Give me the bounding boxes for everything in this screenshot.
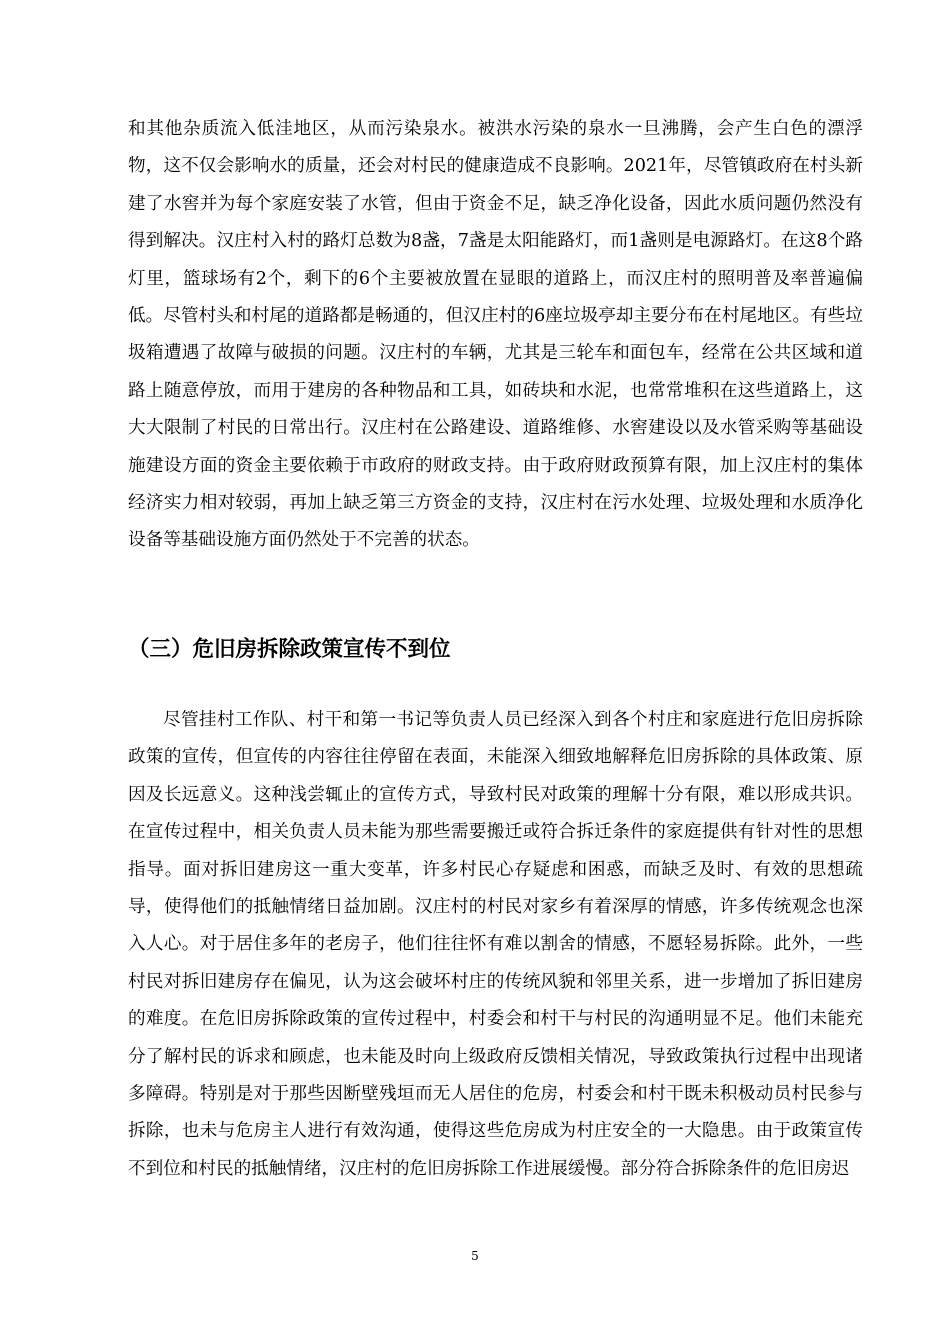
section-heading: （三）危旧房拆除政策宣传不到位 [128, 637, 451, 662]
body-paragraph-1: 和其他杂质流入低洼地区，从而污染泉水。被洪水污染的泉水一旦沸腾，会产生白色的漂浮物，这不仅会影响水的质量，还会对村民的健康造成不良影响。2021年，尽管镇政府在村头新建了水窖并为每个家庭安装了水管，但由于资金不足，缺乏净化设备，因此水质问题仍然没有得到解决。汉庄村入村的路灯总数为8盏，7盏是太阳能路灯，而1盏则是电源路灯。在这8个路灯里，篮球场有2个，剩下的6个主要被放置在显眼的道路上，而汉庄村的照明普及率普遍偏低。尽管村头和村尾的道路都是畅通的，但汉庄村的6座垃圾亭却主要分布在村尾地区。有些垃圾箱遭遇了故障与破损的问题。汉庄村的车辆，尤其是三轮车和面包车，经常在公共区域和道路上随意停放，而用于建房的各种物品和工具，如砖块和水泥，也常常堆积在这些道路上，这大大限制了村民的日常出行。汉庄村在公路建设、道路维修、水窖建设以及水管采购等基础设施建设方面的资金主要依赖于市政府的财政支持。由于政府财政预算有限，加上汉庄村的集体经济实力相对较弱，再加上缺乏第三方资金的支持，汉庄村在污水处理、垃圾处理和水质净化设备等基础设施方面仍然处于不完善的状态。 [128, 119, 863, 551]
page-number: 5 [471, 1249, 479, 1263]
body-paragraph-2: 尽管挂村工作队、村干和第一书记等负责人员已经深入到各个村庄和家庭进行危旧房拆除政策的宣传，但宣传的内容往往停留在表面，未能深入细致地解释危旧房拆除的具体政策、原因及长远意义。这种浅尝辄止的宣传方式，导致村民对政策的理解十分有限，难以形成共识。在宣传过程中，相关负责人员未能为那些需要搬迁或符合拆迁条件的家庭提供有针对性的思想指导。面对拆旧建房这一重大变革，许多村民心存疑虑和困惑，而缺乏及时、有效的思想疏导，使得他们的抵触情绪日益加剧。汉庄村的村民对家乡有着深厚的情感，许多传统观念也深入人心。对于居住多年的老房子，他们往往怀有难以割舍的情感，不愿轻易拆除。此外，一些村民对拆旧建房存在偏见，认为这会破坏村庄的传统风貌和邻里关系，进一步增加了拆旧建房的难度。在危旧房拆除政策的宣传过程中，村委会和村干与村民的沟通明显不足。他们未能充分了解村民的诉求和顾虑，也未能及时向上级政府反馈相关情况，导致政策执行过程中出现诸多障碍。特别是对于那些因断壁残垣而无人居住的危房，村委会和村干既未积极动员村民参与拆除，也未与危房主人进行有效沟通，使得这些危房成为村庄安全的一大隐患。由于政策宣传不到位和村民的抵触情绪，汉庄村的危旧房拆除工作进展缓慢。部分符合拆除条件的危旧房迟 [128, 710, 863, 1179]
